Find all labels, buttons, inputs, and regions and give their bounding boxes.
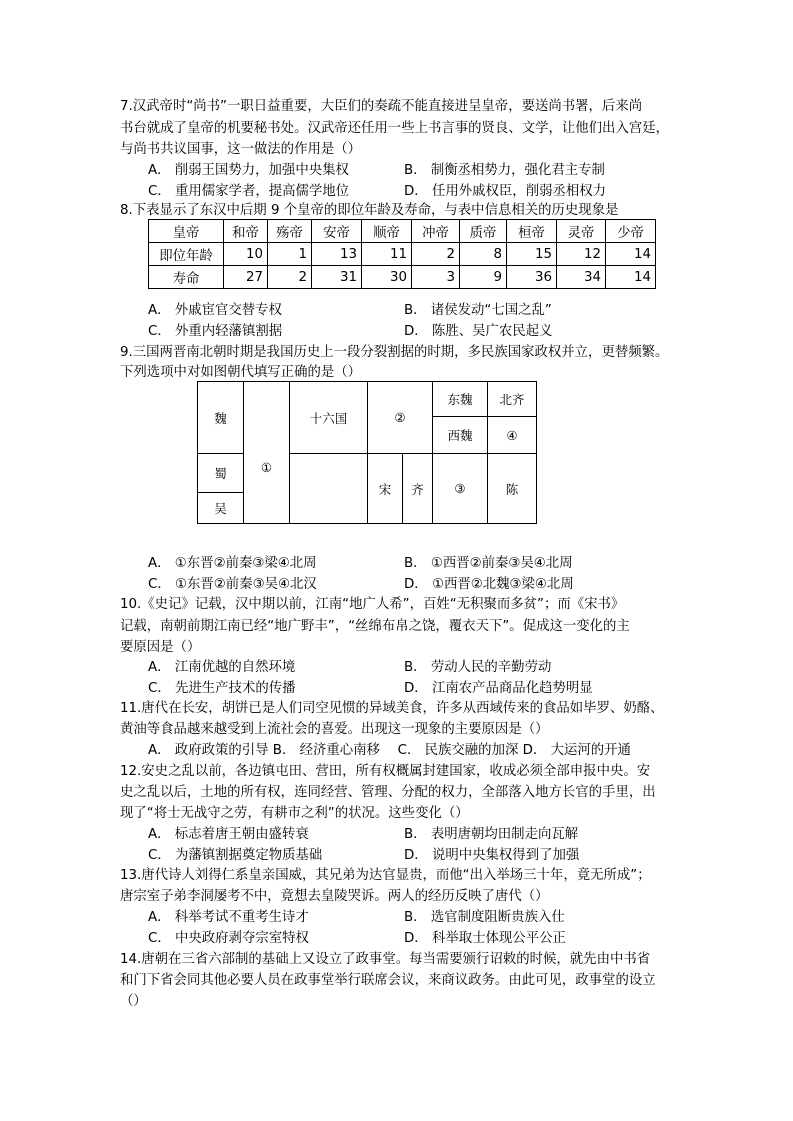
table-row (149, 266, 656, 289)
table-header-cell: 灵帝 (557, 220, 606, 243)
cell-placeholder-1: ① (243, 381, 290, 524)
cell-east-wei: 东魏 (432, 381, 488, 417)
cell-north-qi: 北齐 (487, 381, 537, 417)
table-header-cell: 顺帝 (362, 220, 412, 243)
q9-option-d: D． ①西晋②北魏③梁④北周 (404, 577, 574, 592)
table-header-cell: 安帝 (312, 220, 362, 243)
q9-stem-line-1: 9.三国两晋南北朝时期是我国历史上一段分裂割据的时期，多民族国家政权并立，更替频繁。 (120, 345, 669, 360)
table-cell: 10 (224, 243, 268, 266)
q12-option-a: A． 标志着唐王朝由盛转衰 (148, 827, 309, 842)
table-cell: 30 (362, 266, 412, 289)
q7-option-b: B． 制衡丞相势力，强化君主专制 (404, 163, 605, 178)
table-cell: 13 (312, 243, 362, 266)
q14-stem-line-2: 和门下省会同其他必要人员在政事堂举行联席会议，来商议政务。由此可见，政事堂的设立 (120, 973, 656, 988)
q10-stem-line-3: 要原因是（） (120, 640, 201, 655)
q8-stem: 8.下表显示了东汉中后期 9 个皇帝的即位年龄及寿命，与表中信息相关的历史现象是 (120, 203, 619, 218)
q8-emperor-table (148, 219, 656, 289)
table-cell: 2 (412, 243, 460, 266)
q12-stem-line-2: 史之乱以后，土地的所有权，连同经营、管理、分配的权力，全部落入地方长官的手里，出 (120, 785, 656, 800)
q11-options: A． 政府政策的引导 B． 经济重心南移 C． 民族交融的加深 D． 大运河的开通 (148, 743, 631, 758)
cell-shu: 蜀 (197, 453, 244, 493)
q7-option-a: A． 削弱王国势力，加强中央集权 (148, 163, 349, 178)
table-cell: 11 (362, 243, 412, 266)
q9-stem-line-2: 下列选项中对如图朝代填写正确的是（） (120, 365, 362, 380)
cell-qi: 齐 (402, 453, 433, 524)
q10-stem-line-1: 10.《史记》记载，汉中期以前，江南“地广人希”，百姓“无积聚而多贫”；而《宋书》 (120, 597, 625, 612)
q12-option-b: B． 表明唐朝均田制走向瓦解 (404, 827, 579, 842)
q9-option-a: A． ①东晋②前秦③梁④北周 (148, 556, 317, 571)
table-row (149, 243, 656, 266)
q12-stem-line-3: 现了“将士无战守之劳，有耕市之利”的状况。这些变化（） (120, 806, 469, 821)
table-header-cell: 和帝 (224, 220, 268, 243)
table-cell: 34 (557, 266, 606, 289)
q8-option-b: B． 诸侯发动“七国之乱” (404, 303, 552, 318)
q7-option-c: C． 重用儒家学者，提高儒学地位 (148, 184, 350, 199)
cell-song: 宋 (367, 453, 403, 524)
q12-stem-line-1: 12.安史之乱以前，各边镇屯田、营田，所有权概属封建国家，收成必须全部申报中央。安 (120, 764, 651, 779)
cell-blank (289, 453, 368, 524)
q10-option-a: A． 江南优越的自然环境 (148, 660, 296, 675)
table-cell: 12 (557, 243, 606, 266)
q7-stem-line-1: 7.汉武帝时“尚书”一职日益重要，大臣们的奏疏不能直接进呈皇帝，要送尚书署，后来尚 (120, 99, 643, 114)
table-header-cell: 皇帝 (149, 220, 224, 243)
table-cell: 31 (312, 266, 362, 289)
cell-placeholder-3: ③ (432, 453, 488, 524)
table-header-cell: 桓帝 (507, 220, 557, 243)
q11-stem-line-2: 黄油等食品越来越受到上流社会的喜爱。出现这一现象的主要原因是（） (120, 722, 549, 737)
cell-sixteen-kingdoms: 十六国 (289, 381, 368, 454)
q9-option-b: B． ①西晋②前秦③吴④北周 (404, 556, 573, 571)
table-row (149, 220, 656, 243)
table-row-label: 即位年龄 (149, 243, 224, 266)
q7-option-d: D． 任用外戚权臣，削弱丞相权力 (404, 184, 607, 199)
table-cell: 15 (507, 243, 557, 266)
cell-west-wei: 西魏 (432, 416, 488, 454)
q14-stem-line-1: 14.唐朝在三省六部制的基础上又设立了政事堂。每当需要颁行诏敕的时候，就先由中书省 (120, 952, 651, 967)
q7-stem-line-2: 书台就成了皇帝的机要秘书处。汉武帝还任用一些上书言事的贤良、文学，让他们出入宫廷， (120, 121, 670, 136)
table-cell: 14 (606, 266, 656, 289)
q10-stem-line-2: 记载，南朝前期江南已经“地广野丰”，“丝绵布帛之饶，覆衣天下”。促成这一变化的主 (120, 619, 630, 634)
table-cell: 9 (460, 266, 507, 289)
cell-placeholder-2: ② (367, 381, 433, 454)
q10-option-b: B． 劳动人民的辛勤劳动 (404, 660, 552, 675)
q13-option-a: A． 科举考试不重考生诗才 (148, 910, 309, 925)
cell-chen: 陈 (487, 453, 537, 524)
table-row-label: 寿命 (149, 266, 224, 289)
table-cell: 3 (412, 266, 460, 289)
q13-stem-line-1: 13.唐代诗人刘得仁系皇亲国威，其兄弟为达官显贵，而他“出入举场三十年，竟无所成”； (120, 868, 651, 883)
q8-option-c: C． 外重内轻藩镇割据 (148, 324, 283, 339)
q11-stem-line-1: 11.唐代在长安，胡饼已是人们司空见惯的异域美食，许多从西域传来的食品如毕罗、奶酪、 (120, 701, 664, 716)
q14-stem-line-3: （） (120, 994, 147, 1009)
table-header-cell: 质帝 (460, 220, 507, 243)
dynasty-diagram (197, 381, 537, 524)
table-cell: 27 (224, 266, 268, 289)
q9-option-c: C． ①东晋②前秦③吴④北汉 (148, 577, 317, 592)
cell-wu: 吴 (197, 492, 244, 524)
cell-wei: 魏 (197, 381, 244, 454)
table-cell: 8 (460, 243, 507, 266)
table-header-cell: 冲帝 (412, 220, 460, 243)
q13-stem-line-2: 唐宗室子弟李洞屡考不中，竟想去皇陵哭诉。两人的经历反映了唐代（） (120, 889, 549, 904)
q8-option-d: D． 陈胜、吴广农民起义 (404, 324, 553, 339)
q10-option-d: D． 江南农产品商品化趋势明显 (404, 681, 593, 696)
table-cell: 1 (268, 243, 312, 266)
table-cell: 36 (507, 266, 557, 289)
q13-option-c: C． 中央政府剥夺宗室特权 (148, 931, 309, 946)
q7-stem-line-3: 与尚书共议国事，这一做法的作用是（） (120, 142, 362, 157)
q8-option-a: A． 外戚宦官交替专权 (148, 303, 282, 318)
table-cell: 14 (606, 243, 656, 266)
q13-option-b: B． 选官制度阻断贵族入仕 (404, 910, 565, 925)
q13-option-d: D． 科举取士体现公平公正 (404, 931, 566, 946)
q12-option-d: D． 说明中央集权得到了加强 (404, 848, 580, 863)
table-header-cell: 殇帝 (268, 220, 312, 243)
q10-option-c: C． 先进生产技术的传播 (148, 681, 296, 696)
q12-option-c: C． 为藩镇割据奠定物质基础 (148, 848, 323, 863)
table-header-cell: 少帝 (606, 220, 656, 243)
table-cell: 2 (268, 266, 312, 289)
cell-placeholder-4: ④ (487, 416, 537, 454)
